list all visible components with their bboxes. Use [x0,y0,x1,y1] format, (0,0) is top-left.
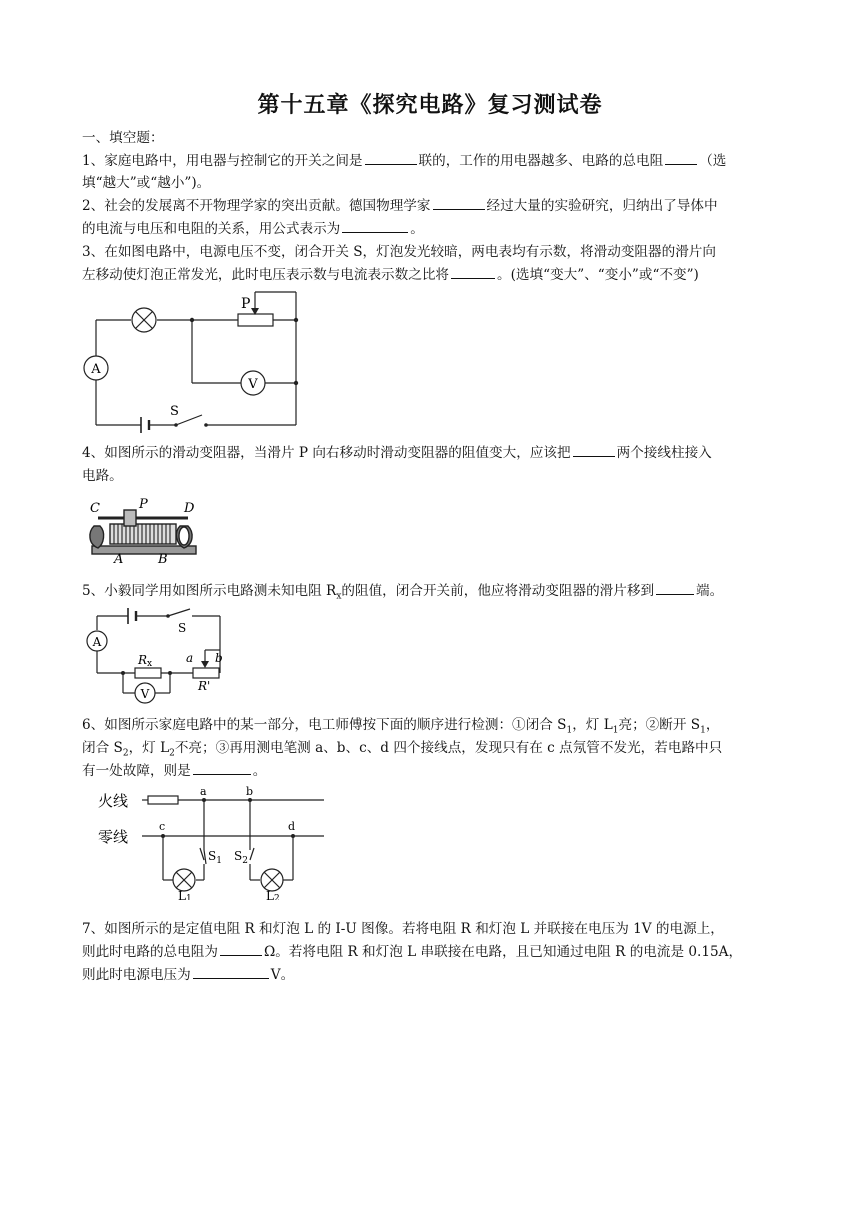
question-4-line-1 [82,442,782,464]
page-title: 第十五章《探究电路》复习测试卷 [257,92,603,118]
q7-blank-1[interactable] [220,941,262,956]
live-wire-label: 火线 [98,792,129,810]
q4-blank[interactable] [573,442,615,457]
question-7-line-3: 则此时电源电压为 V。 [82,964,782,986]
fig2-label-a: A [114,552,124,566]
q2-blank-2[interactable] [342,218,408,233]
fig3-label-b: b [215,651,223,665]
q1-blank-1[interactable] [365,150,417,165]
fig3-label-s: S [178,621,187,635]
fig4-label-s1: $S_1$ [208,849,222,866]
q4-text-b: 两个接线柱接入 [616,445,712,461]
figure-4-household-circuit [96,784,336,900]
q3-text-c: 。(选填“变大”、“变小”或“不变”) [497,267,699,283]
fig2-label-b: B [158,552,168,566]
fig2-label-d: D [184,501,195,516]
figure-2-rheostat [84,496,204,566]
q3-text-b: 左移动使灯泡正常发光，此时电压表示数与电流表示数之比将 [82,267,450,283]
q5-text-b: 的阻值，闭合开关前，他应将滑动变阻器的滑片移到 [341,583,655,599]
q6-blank[interactable] [193,760,251,775]
question-7-line-2: 则此时电路的总电阻为 Ω。若将电阻 R 和灯泡 L 串联接在电路，且已知通过电阻 R 的电流是 0.15A， [82,941,782,963]
fig3-label-rx: Rx [138,653,153,669]
q1-text-c: （选 [699,153,727,169]
q4-text-a: 4、如图所示的滑动变阻器，当滑片 P 向右移动时滑动变阻器的阻值变大，应该把 [82,445,571,461]
fig4-label-l2: L2 [266,889,280,900]
q7-blank-2[interactable] [193,964,269,979]
q5-text-c: 端。 [696,583,724,599]
fig4-label-d: d [288,820,296,833]
fig2-label-c: C [90,501,100,516]
question-4-line-2: 电路。 [82,468,123,484]
voltmeter-icon: V [140,687,150,701]
question-5-line-1 [82,580,782,608]
question-1-line-2: 填“越大”或“越小”)。 [82,175,211,191]
question-2-line-2 [82,218,782,240]
figure-1-circuit [78,288,308,433]
q2-text-d: 。 [410,221,424,237]
question-6-line-2: 闭合 $S_2$，灯 $L_2$不亮；③再用测电笔测 a、b、c、d 四个接线点，发现只有在 c 点氖管不发光，若电路中只 [82,740,723,759]
q5-sub: x [336,591,342,602]
fig2-label-p: P [139,497,148,512]
q2-text-b: 经过大量的实验研究，归纳出了导体中 [486,198,718,214]
q2-blank-1[interactable] [433,195,485,210]
q5-text-a: 5、小毅同学用如图所示电路测未知电阻 R [82,583,337,599]
fig4-label-a: a [200,785,207,798]
fig4-label-c: c [159,820,166,833]
ammeter-icon: A [91,362,101,377]
fig4-label-b: b [246,785,254,798]
voltmeter-icon: V [248,377,258,392]
question-2-line-1 [82,195,782,217]
neutral-wire-label: 零线 [98,828,129,846]
question-6-line-3: 有一处故障，则是 。 [82,760,782,782]
fig4-label-l1: L1 [178,889,192,900]
fig1-label-p: P [241,296,251,312]
section-heading: 一、填空题： [82,130,164,146]
ammeter-icon: A [92,635,102,649]
question-7-line-1: 7、如图所示的是定值电阻 R 和灯泡 L 的 I-U 图像。若将电阻 R 和灯泡 L 并联接在电压为 1V 的电源上， [82,921,724,937]
q3-blank[interactable] [451,264,495,279]
question-6-line-1: 6、如图所示家庭电路中的某一部分，电工师傅按下面的顺序进行检测：①闭合 $S_1$，灯 $L_1$亮；②断开 $S_1$， [82,717,720,736]
fig3-label-a: a [186,651,194,665]
figure-3-circuit [80,606,230,706]
fig3-label-rp: R' [198,679,211,693]
question-3-line-2 [82,264,782,286]
q1-blank-2[interactable] [665,150,697,165]
question-3-line-1: 3、在如图电路中，电源电压不变，闭合开关 S，灯泡发光较暗，两电表均有示数，将滑动变阻器的滑片向 [82,244,716,260]
q1-text-b: 联的，工作的用电器越多、电路的总电阻 [418,153,664,169]
q1-text-a: 1、家庭电路中，用电器与控制它的开关之间是 [82,153,363,169]
q2-text-a: 2、社会的发展离不开物理学家的突出贡献。德国物理学家 [82,198,431,214]
fig4-label-s2: $S_2$ [234,849,248,866]
q2-text-c: 的电流与电压和电阻的关系，用公式表示为 [82,221,341,237]
fig1-label-s: S [170,404,179,419]
q5-blank[interactable] [656,580,694,595]
question-1-line-1 [82,150,782,172]
